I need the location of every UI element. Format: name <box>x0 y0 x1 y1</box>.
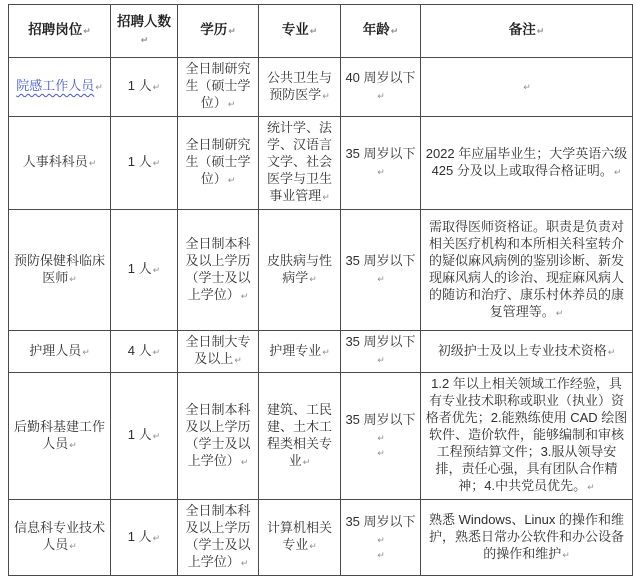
paragraph-mark-icon: ↵ <box>587 483 595 493</box>
table-row <box>9 58 633 117</box>
cell-remark: 1.2 年以上相关领域工作经验，具有专业技术职称或职业（执业）资格者优先；2.能熟练使用 CAD 绘图软件、造价软件，能够编制和审核工程预结算文件；3.服从领导安排，责任心强，具有团队合作精神；4.中共党员优先。↵ <box>421 373 633 500</box>
table-row <box>9 373 633 500</box>
paragraph-mark-icon: ↵ <box>377 434 385 444</box>
paragraph-mark-icon: ↵ <box>302 457 311 468</box>
cell-position: 信息科专业技术人员↵ <box>9 500 111 576</box>
cell-remark: 熟悉 Windows、Linux 的操作和维护，熟悉日常办公软件和办公设备的操作和维护↵ <box>421 500 633 576</box>
cell-age: 35 周岁以下↵ <box>341 331 421 373</box>
paragraph-mark-icon: ↵ <box>523 83 531 93</box>
paragraph-mark-icon: ↵ <box>240 457 249 468</box>
cell-education: 全日制研究生（硕士学位）↵ <box>178 58 259 117</box>
paragraph-mark-icon: ↵ <box>228 27 236 37</box>
cell-major: 统计学、法学、汉语言文学、社会医学与卫生事业管理↵ <box>259 117 341 210</box>
paragraph-mark-icon: ↵ <box>377 356 385 366</box>
paragraph-mark-icon: ↵ <box>69 274 77 285</box>
header-count: 招聘人数↵ <box>111 5 178 58</box>
header-education: 学历↵ <box>178 5 259 58</box>
header-age: 年龄↵ <box>341 5 421 58</box>
cell-remark: 初级护士及以上专业技术资格↵ <box>421 331 633 373</box>
paragraph-mark-icon: ↵ <box>607 347 616 358</box>
paragraph-mark-icon: ↵ <box>613 167 622 178</box>
paragraph-mark-icon: ↵ <box>69 542 77 552</box>
cell-remark: 需取得医师资格证。职责是负责对相关医疗机构和本所相关科室转介的疑似麻风病例的鉴别诊断、新发现麻风病人的诊治、现症麻风病人的随访和治疗、康乐村休养员的康复管理等。↵ <box>421 210 633 331</box>
cell-major: 公共卫生与预防医学↵ <box>259 58 341 117</box>
paragraph-mark-icon: ↵ <box>140 35 149 46</box>
paragraph-mark-icon: ↵ <box>309 542 317 552</box>
paragraph-mark-icon: ↵ <box>377 449 385 459</box>
paragraph-mark-icon: ↵ <box>240 291 249 302</box>
cell-age: 35 周岁以下↵ <box>341 117 421 210</box>
table-row <box>9 500 633 576</box>
cell-major: 建筑、工民建、土木工程类相关专业↵ <box>259 373 341 500</box>
paragraph-mark-icon: ↵ <box>377 274 385 285</box>
paragraph-mark-icon: ↵ <box>322 91 330 102</box>
cell-remark: 2022 年应届毕业生；大学英语六级 425 分及以上或取得合格证明。↵ <box>421 117 633 210</box>
cell-count: 1 人↵ <box>111 373 178 500</box>
cell-education: 全日制大专及以上↵ <box>178 331 259 373</box>
paragraph-mark-icon: ↵ <box>152 159 161 169</box>
recruitment-table <box>8 4 633 576</box>
paragraph-mark-icon: ↵ <box>240 559 249 569</box>
cell-count: 4 人↵ <box>111 331 178 373</box>
cell-age: 35 周岁以下↵ ↵ <box>341 373 421 500</box>
table-row <box>9 331 633 373</box>
cell-count: 1 人↵ <box>111 117 178 210</box>
paragraph-mark-icon: ↵ <box>152 266 161 276</box>
paragraph-mark-icon: ↵ <box>555 308 564 319</box>
paragraph-mark-icon: ↵ <box>88 159 97 169</box>
paragraph-mark-icon: ↵ <box>227 100 236 110</box>
paragraph-mark-icon: ↵ <box>69 440 77 451</box>
cell-position: 护理人员↵ <box>9 331 111 373</box>
cell-position <box>9 58 111 117</box>
cell-count: 1 人↵ <box>111 210 178 331</box>
cell-major: 计算机相关专业↵ <box>259 500 341 576</box>
cell-education: 全日制本科及以上学历（学士及以上学位）↵ <box>178 210 259 331</box>
cell-major: 皮肤病与性病学↵ <box>259 210 341 331</box>
paragraph-mark-icon: ↵ <box>82 347 90 358</box>
paragraph-mark-icon: ↵ <box>152 533 161 544</box>
cell-position: 后勤科基建工作人员↵ <box>9 373 111 500</box>
cell-count: 1 人↵ <box>111 58 178 117</box>
cell-count: 1 人↵ <box>111 500 178 576</box>
paragraph-mark-icon: ↵ <box>309 274 317 285</box>
paragraph-mark-icon: ↵ <box>390 27 399 37</box>
paragraph-mark-icon: ↵ <box>234 356 242 366</box>
paragraph-mark-icon: ↵ <box>152 432 161 442</box>
cell-age: 40 周岁以下↵ <box>341 58 421 117</box>
paragraph-mark-icon: ↵ <box>377 535 385 546</box>
table-row <box>9 210 633 331</box>
paragraph-mark-icon: ↵ <box>152 83 161 93</box>
paragraph-mark-icon: ↵ <box>536 27 545 37</box>
cell-education: 全日制本科及以上学历（学士及以上学位）↵ <box>178 373 259 500</box>
paragraph-mark-icon: ↵ <box>377 550 385 561</box>
table-row <box>9 117 633 210</box>
position-link[interactable]: 院感工作人员 <box>16 78 95 93</box>
paragraph-mark-icon: ↵ <box>152 347 161 358</box>
paragraph-mark-icon: ↵ <box>227 176 236 186</box>
cell-education: 全日制研究生（硕士学位）↵ <box>178 117 259 210</box>
cell-position: 预防保健科临床医师↵ <box>9 210 111 331</box>
cell-major: 护理专业↵ <box>259 331 341 373</box>
paragraph-mark-icon: ↵ <box>83 27 91 37</box>
paragraph-mark-icon: ↵ <box>377 167 385 178</box>
paragraph-mark-icon: ↵ <box>322 193 330 203</box>
header-major: 专业↵ <box>259 5 341 58</box>
header-remark: 备注↵ <box>421 5 633 58</box>
header-position: 招聘岗位↵ <box>9 5 111 58</box>
cell-position: 人事科科员↵ <box>9 117 111 210</box>
cell-age: 35 周岁以下↵ <box>341 210 421 331</box>
paragraph-mark-icon: ↵ <box>377 91 385 102</box>
table-header-row <box>9 5 633 58</box>
paragraph-mark-icon: ↵ <box>95 83 103 93</box>
cell-education: 全日制本科及以上学历（学士及以上学位）↵ <box>178 500 259 576</box>
paragraph-mark-icon: ↵ <box>322 347 330 358</box>
cell-remark <box>421 58 633 117</box>
paragraph-mark-icon: ↵ <box>309 27 318 37</box>
paragraph-mark-icon: ↵ <box>562 550 570 561</box>
cell-age: 35 周岁以下↵ ↵ <box>341 500 421 576</box>
